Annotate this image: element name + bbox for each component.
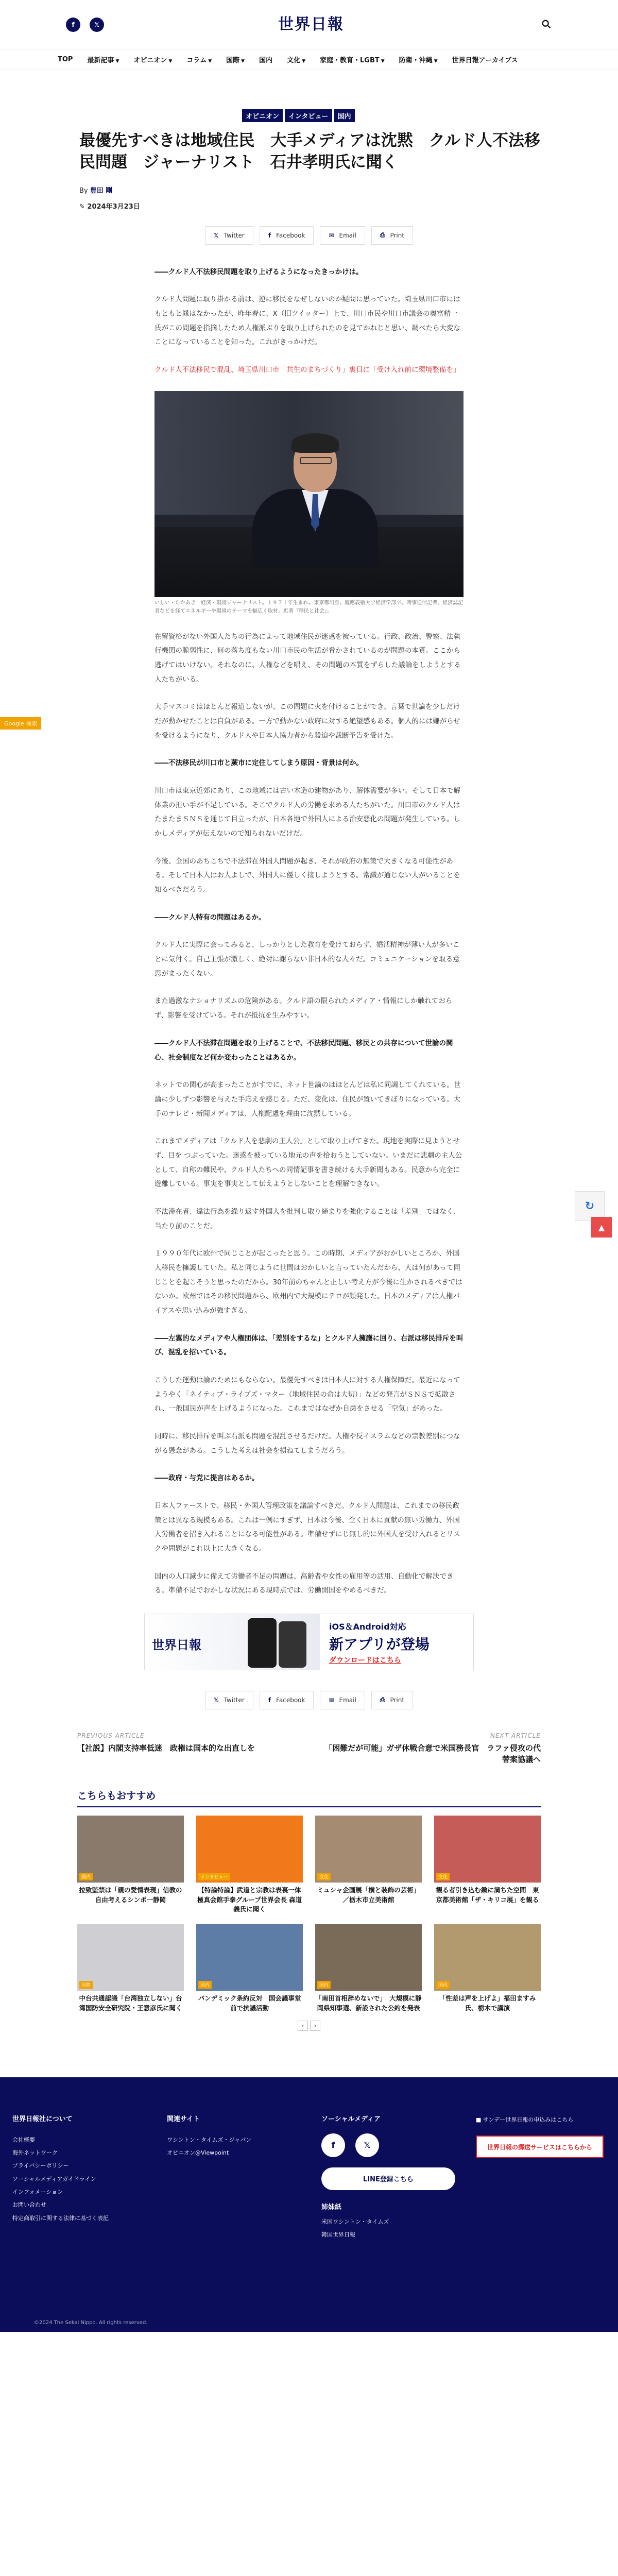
next-article[interactable] xyxy=(324,1732,541,1766)
card-thumbnail xyxy=(434,1924,541,1991)
paragraph: ネットでの関心が高まったことがすでに、ネット世論のはほとんどは私に同調してくれている。世論に少しずつ影響を与えた手応えを感じる。ただ、変化は、住民が置いてきぼりになっている。大手のテレビ・新聞メディアは、人権配慮を理由に沈黙している。 xyxy=(154,1081,461,1118)
share-label: Twitter xyxy=(224,231,245,239)
author-link[interactable]: 豊田 剛 xyxy=(90,187,113,195)
card-thumbnail xyxy=(196,1924,303,1991)
chevron-down-icon: ▼ xyxy=(381,59,385,64)
site-logo[interactable]: 世界日報 xyxy=(278,15,344,33)
facebook-icon: f xyxy=(268,231,271,239)
nav-item[interactable] xyxy=(452,55,518,64)
photo-caption: いしい・たかあき 経済・環境ジャーナリスト。１９７１年生まれ。東京都出身。慶應義塾大学経済学部卒。時事通信記者、経済誌記者などを経てエネルギーや環境のテーマを幅広く取材。近著『移民と社会』。 xyxy=(154,600,464,614)
recommended-heading: こちらもおすすめ xyxy=(77,1788,541,1807)
twitter-icon: 𝕏 xyxy=(213,231,219,239)
nav-item-label: コラム xyxy=(186,57,207,64)
nav-item[interactable] xyxy=(320,55,385,64)
card-title: 中台共通認識「台湾独立しない」台湾国防安全研究院・王意彦氏に聞く xyxy=(79,1994,182,2012)
share-bar-top xyxy=(77,226,541,245)
card-category-badge: 国内 xyxy=(317,1981,331,1989)
nav-item-label: 家庭・教育・LGBT xyxy=(320,57,380,64)
card-title: 「南田首相辞めないで」 大規模に静岡県知事選、新設された公約を発表 xyxy=(315,1994,422,2012)
recommended-card[interactable] xyxy=(196,1816,308,1914)
facebook-icon: f xyxy=(268,1696,271,1704)
share-label: Print xyxy=(390,231,405,239)
main-nav xyxy=(0,49,618,70)
paragraph: 国内の人口減少に備えて労働者不足の問題は、高齢者や女性の雇用等の活用、自動化で解決できる。準備不足でおかしな状況にある現時点では、労働開国をやめるべきだ。 xyxy=(154,1572,454,1595)
footer-related xyxy=(167,2113,301,2160)
question-heading: ――政府・与党に提言はあるか。 xyxy=(154,1474,259,1483)
footer-link[interactable]: 米国ワシントン・タイムズ xyxy=(321,2218,389,2225)
paragraph: 不法滞在者、違法行為を繰り返す外国人を批判し取り締まりを強化することは「差別」ではなく、当たり前のことだ。 xyxy=(154,1207,460,1230)
footer-sister-heading: 姉妹紙 xyxy=(321,2203,342,2211)
facebook-icon[interactable]: f xyxy=(66,18,80,32)
ad-download-link[interactable]: ダウンロードはこちら xyxy=(329,1656,401,1665)
print-icon: ⎙ xyxy=(380,1696,385,1704)
phone-image xyxy=(279,1621,306,1668)
photo-hair xyxy=(291,433,339,453)
recommended-card[interactable] xyxy=(77,1816,184,1914)
share-email-button[interactable] xyxy=(320,1691,365,1709)
question-heading: ――クルド人不法移民問題を取り上げるようになったきっかけは。 xyxy=(154,267,363,276)
paragraph: １９９０年代に欧州で同じことが起こったと思う。この時期、メディアがおかしいところか、外国人移民を擁護していた。私と同じように世間はおかしいと言っていたんだから、人は何があって同じことを起こそうと思ったのだから。30年前のちゃんと正しい考え方が今後に生かされるべきではないか。欧州ではその移民問題から、欧州内で大規模にテロが頻発した。日本のメディアは人権バイアスや思い込みが強すぎる。 xyxy=(154,1249,462,1315)
share-print-button[interactable] xyxy=(371,226,413,245)
recommended-grid xyxy=(77,1816,541,2013)
recommended-card[interactable] xyxy=(434,1816,541,1914)
card-title: ミュシャ企画展「横と装飾の芸術」／栃木市立美術館 xyxy=(317,1886,420,1904)
nav-item-label: 最新記事 xyxy=(87,57,114,64)
nav-item[interactable] xyxy=(259,55,272,64)
card-thumbnail xyxy=(77,1816,184,1883)
footer-link[interactable]: ソーシャルメディアガイドライン xyxy=(12,2175,96,2182)
print-icon: ⎙ xyxy=(380,231,385,239)
paragraph: こうした運動は論のためにもならない。最優先すべきは日本人に対する人権保障だ。最近になってようやく「ネイティブ・ライブズ・マター（地域住民の命は大切）」などの発言がＳＮＳで拡散され、一般国民が声を上げるようになった。これまではなぜか自粛をさせる「空気」があった。 xyxy=(154,1376,460,1413)
by-label: By xyxy=(79,187,88,195)
mail-service-banner[interactable]: 世界日報の郵送サービスはこちらから xyxy=(476,2136,604,2158)
next-label: NEXT ARTICLE xyxy=(490,1732,541,1739)
chevron-down-icon: ▼ xyxy=(241,59,245,64)
ad-line1: iOS＆Android対応 xyxy=(329,1621,406,1632)
paragraph: 同時に、移民排斥を叫ぶ右派も問題を混乱させるだけだ。人権や反イスラムなどの宗教差別につながる懸念がある。こうした考えは社会を損ねてしまうだろう。 xyxy=(154,1432,460,1455)
prev-label: PREVIOUS ARTICLE xyxy=(77,1732,145,1739)
date-text: 2024年3月23日 xyxy=(87,202,140,211)
card-category-badge: 国際 xyxy=(79,1981,93,1989)
card-thumbnail xyxy=(77,1924,184,1991)
back-to-top-button[interactable]: ▲ xyxy=(591,1217,612,1238)
pager-prev-button[interactable]: ‹ xyxy=(298,2021,308,2031)
article-photo xyxy=(154,391,464,616)
share-facebook-button[interactable] xyxy=(260,226,314,245)
recommended-card[interactable] xyxy=(434,1924,541,2013)
share-facebook-button[interactable] xyxy=(260,1691,314,1709)
question-heading: ――不法移民が川口市と蕨市に定住してしまう原因・背景は何か。 xyxy=(154,759,363,768)
copyright: ©2024 The Sekai Nippo. All rights reserved. xyxy=(34,2319,148,2326)
ad-text xyxy=(320,1614,474,1670)
chevron-down-icon: ▼ xyxy=(115,59,119,64)
question-heading: ――クルド人特有の問題はあるか。 xyxy=(154,913,266,922)
card-title: 「性差は声を上げよ」福田ますみ氏、栃木で講演 xyxy=(439,1994,536,2012)
card-title: 観る者引き込む緻に満ちた空間 東京都美術館「ザ・キリコ展」を観る xyxy=(436,1886,539,1904)
footer-about xyxy=(12,2113,146,2225)
footer-social-icons xyxy=(321,2133,476,2157)
chevron-down-icon: ▼ xyxy=(208,59,212,64)
recommended-section xyxy=(77,1788,541,2031)
nav-item-label: 国内 xyxy=(259,57,273,64)
footer-link[interactable]: お問い合わせ xyxy=(12,2201,46,2209)
recommended-card[interactable] xyxy=(315,1924,422,2013)
nav-item[interactable] xyxy=(133,55,172,64)
footer-subscribe xyxy=(476,2113,610,2158)
nav-item[interactable] xyxy=(399,55,438,64)
card-category-badge: 国内 xyxy=(436,1981,450,1989)
question-heading: ――クルド人不法滞在問題を取り上げることで、不法移民問題、移民との共存について世論の関心、社会制度など何か変わったことはあるか。 xyxy=(154,1039,453,1062)
recommended-card[interactable] xyxy=(77,1924,184,2013)
card-thumbnail xyxy=(196,1816,303,1883)
footer-link[interactable]: 海外ネットワーク xyxy=(12,2149,58,2157)
nav-item[interactable] xyxy=(287,55,305,64)
nav-item-label: 世界日報アーカイブス xyxy=(452,57,518,64)
nav-item-label: 文化 xyxy=(287,57,301,64)
article-body xyxy=(154,265,464,1598)
recommended-pager xyxy=(77,2021,541,2031)
nav-item-label: 防衛・沖縄 xyxy=(399,57,433,64)
share-bar-bottom xyxy=(77,1691,541,1709)
site-header xyxy=(0,0,618,70)
nav-item-label: TOP xyxy=(58,56,73,63)
ad-logo: 世界日報 xyxy=(152,1637,201,1652)
category-tag[interactable]: オピニオン xyxy=(242,109,283,122)
header-social xyxy=(66,18,104,32)
paragraph: 在留資格がない外国人たちの行為によって地域住民が迷惑を被っている。行政、政治、警察、法執行機関の脆弱性に、何の落ち度もない川口市民の生活が脅かされているのが問題の本質。ここから逃げてはいけない。それなのに、人権などを唱え、その問題の本質をずらした議論をしようとする人たちがいる。 xyxy=(154,632,461,684)
footer-social-heading: ソーシャルメディア xyxy=(321,2115,381,2123)
card-category-badge: 国内 xyxy=(198,1981,212,1989)
share-label: Print xyxy=(390,1696,405,1704)
paragraph: クルド人問題に取り掛かる前は、逆に移民をなぜしないのか疑問に思っていた。埼玉県川口市にはもともと縁はなかったが、昨年春に、X（旧ツイッター）上で、川口市民や川口市議会の奥富精一氏がこの問題を指摘したため人権派ぶりを取り上げられたのを見てかねじと思い、調べたら大変なことになっていることを知った。これがきっかけだ。 xyxy=(154,295,460,347)
paragraph: クルド人に実際に会ってみると、しっかりとした教育を受けておらず、婚活精神が薄い人が多いことに気付く。自己主張が激しく、絶対に謝らない非日本的な人々だ。コミュニケーションを取る意思がまったくない。 xyxy=(154,941,460,978)
prev-next-nav xyxy=(77,1732,541,1766)
card-title: 拉致監禁は「親の愛情表現」信教の自由考えるシンポ一静岡 xyxy=(79,1886,182,1904)
pager-next-button[interactable]: › xyxy=(310,2021,320,2031)
line-register-button[interactable]: LINE登録こちら xyxy=(321,2167,455,2190)
sunday-subscribe-text: サンデー世界日報の申込みはこちら xyxy=(483,2116,574,2123)
twitter-icon[interactable]: 𝕏 xyxy=(355,2133,379,2157)
recommended-card[interactable] xyxy=(196,1924,303,2013)
site-footer xyxy=(0,2077,618,2332)
footer-link[interactable]: 特定商取引に関する法律に基づく表記 xyxy=(12,2214,109,2222)
prev-title[interactable]: 【社説】内閣支持率低迷 政権は国本的な出直しを xyxy=(77,1743,255,1753)
share-twitter-button[interactable] xyxy=(205,1691,253,1709)
chevron-down-icon: ▼ xyxy=(302,59,306,64)
nav-item[interactable] xyxy=(87,55,119,64)
card-category-badge: 文化 xyxy=(317,1873,331,1880)
question-heading: ――左翼的なメディアや人権団体は、「差別をするな」とクルド人擁護に回り、右派は移民排斥を叫び、混乱を招いている。 xyxy=(154,1334,464,1357)
related-article-link[interactable]: クルド人不法移民で混乱、埼玉県川口市「共生のまちづくり」裏目に「受け入れ前に環境整備を」 xyxy=(154,366,460,375)
footer-social xyxy=(321,2113,476,2242)
recaptcha-icon[interactable]: ↻ xyxy=(575,1191,605,1221)
footer-link[interactable]: 会社概要 xyxy=(12,2136,35,2143)
share-email-button[interactable] xyxy=(320,226,365,245)
email-icon: ✉ xyxy=(329,231,334,239)
next-title[interactable]: 「困難だが可能」ガザ休戦合意で米国務長官 ラファ侵攻の代替案協議へ xyxy=(324,1743,541,1765)
publish-date: ✎ 2024年3月23日 xyxy=(79,202,140,211)
photo-glasses xyxy=(300,457,332,464)
paragraph: 大手マスコミはほとんど報道しないが、この問題に火を付けることができ、言葉で世論を少しだけだが動かせたことは自負がある。一方で動かない政府に対する絶望感もある。個人的には嫌がらせを受けるようになり、クルド人や日本人協力者から殺迫や裁断予告を受けた。 xyxy=(154,703,460,740)
byline xyxy=(77,185,541,195)
nav-item-label: オピニオン xyxy=(133,57,167,64)
share-label: Facebook xyxy=(276,1696,305,1704)
card-title: 【特論特論】武道と宗教は表裏一体 極真会館手拳グループ世界会長 森道義氏に聞く xyxy=(197,1886,308,1913)
chevron-down-icon: ▼ xyxy=(168,59,173,64)
twitter-icon: 𝕏 xyxy=(213,1696,219,1704)
nav-item[interactable] xyxy=(186,55,212,64)
article-tags xyxy=(242,109,541,122)
nav-item-label: 国際 xyxy=(226,57,240,64)
article-title: 最優先すべきは地域住民 大手メディアは沈黙 クルド人不法移民問題 ジャーナリスト 石井孝明氏に聞く xyxy=(79,131,540,172)
nav-item[interactable] xyxy=(226,55,245,64)
email-icon: ✉ xyxy=(329,1696,334,1704)
card-thumbnail xyxy=(315,1816,422,1883)
card-thumbnail xyxy=(315,1924,422,1991)
footer-related-heading: 関連サイト xyxy=(167,2115,200,2123)
article xyxy=(77,70,541,1709)
twitter-icon[interactable]: 𝕏 xyxy=(90,18,104,32)
share-label: Facebook xyxy=(276,231,305,239)
card-thumbnail xyxy=(434,1816,541,1883)
top-bar xyxy=(0,0,618,49)
footer-link[interactable]: オピニオン@Viewpoint xyxy=(167,2149,229,2157)
share-label: Email xyxy=(339,231,356,239)
ad-line2: 新アプリが登場 xyxy=(329,1635,430,1653)
card-category-badge: インタビュー xyxy=(198,1873,230,1880)
card-title: パンデミック条約反対 国会議事堂前で抗議活動 xyxy=(198,1994,301,2012)
search-icon[interactable] xyxy=(541,19,552,30)
share-label: Email xyxy=(339,1696,356,1704)
footer-link[interactable]: 韓国世界日報 xyxy=(321,2231,355,2239)
interviewee-photo xyxy=(154,391,464,597)
paragraph: これまでメディアは「クルド人を悲劇の主人公」として取り上げてきた。現地を実際に見ようとせず、目を つぶっていた。迷惑を被っている地元の声を拾おうとしていない。いまだに悲劇の主人公として、自称の難民や、クルド人たちへの同情記事を書き続ける大手新聞もある。民意から完全に遊離している。事実を事実として伝えようとしないことを理解できない。 xyxy=(154,1137,462,1189)
category-tag[interactable]: 国内 xyxy=(334,109,355,122)
share-twitter-button[interactable] xyxy=(205,226,253,245)
card-category-badge: 国内 xyxy=(79,1873,93,1880)
footer-link[interactable]: ワシントン・タイムズ・ジャパン xyxy=(167,2136,252,2143)
sunday-subscribe-link[interactable]: ■ サンデー世界日報の申込みはこちら xyxy=(476,2116,574,2123)
app-ad-banner[interactable] xyxy=(144,1614,474,1670)
google-search-tab[interactable]: Google 検索 xyxy=(0,717,41,730)
footer-about-heading: 世界日報社について xyxy=(12,2115,73,2123)
phone-image xyxy=(248,1618,277,1668)
chevron-down-icon: ▼ xyxy=(434,59,438,64)
previous-article[interactable] xyxy=(77,1732,255,1766)
footer-link[interactable]: インフォメーション xyxy=(12,2188,63,2195)
paragraph: 今後、全国のあちこちで不法滞在外国人問題が起き、それが政府の無策で大きくなる可能性がある。そして日本人はお人よしで、外国人に優しく接しようとする。常識が通じない人がいることを知るべきだろう。 xyxy=(154,857,460,894)
footer-link[interactable]: プライバシーポリシー xyxy=(12,2162,69,2170)
nav-item[interactable] xyxy=(58,56,73,63)
category-tag[interactable]: インタビュー xyxy=(285,109,332,122)
share-label: Twitter xyxy=(224,1696,245,1704)
facebook-icon[interactable]: f xyxy=(321,2133,345,2157)
share-print-button[interactable] xyxy=(371,1691,413,1709)
recommended-card[interactable] xyxy=(315,1816,422,1914)
card-category-badge: 文化 xyxy=(436,1873,450,1880)
ad-visual xyxy=(145,1614,320,1670)
paragraph: また過激なナショナリズムの危険がある。クルド語の限られたメディア・情報にしか触れておらず、影響を受けている。それが抵抗を生みやすい。 xyxy=(154,997,453,1020)
paragraph: 日本人ファーストで、移民・外国人管理政策を議論すべきだ。クルド人問題は、これまでの移民政策とは異なる規模もある。これは一例にすぎず、日本は今後、全く日本に貢献の無い労働力、外国人労働者を招き入れることになる可能性がある。準備せずにじ無し的に外国人を受け入れるとリスクや問題がこれ以上に大きくなる。 xyxy=(154,1501,460,1553)
paragraph: 川口市は東京近郊にあり、この地域には古い木造の建物があり、解体需要が多い。そして日本で解体業の担い手が不足している。そこでクルド人の労働を求める人たちがいた。川口市のクルド人はたまたまＳＮＳを通じて目立ったが、日本各地で外国人による治安悪化の問題が発生している。しかしメディアが伝えないので知られないだけだ。 xyxy=(154,787,460,838)
